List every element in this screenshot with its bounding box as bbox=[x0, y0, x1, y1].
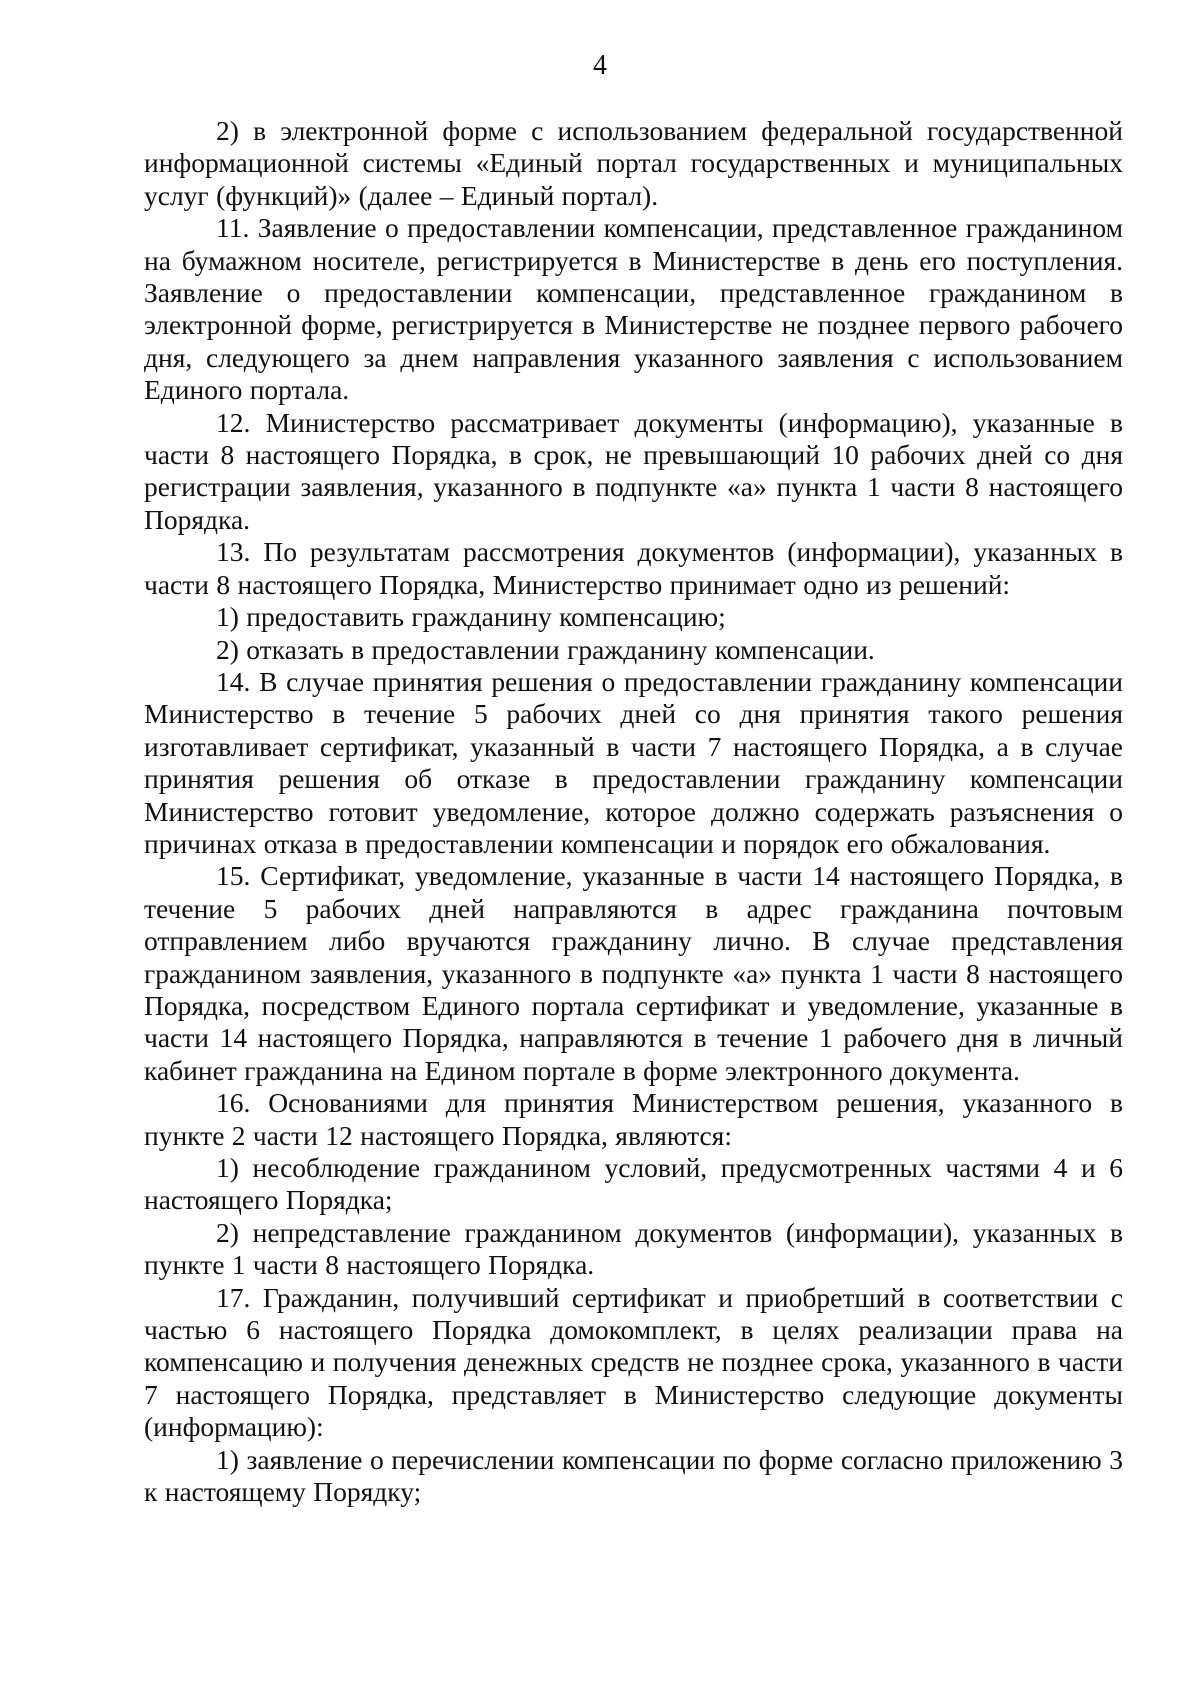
paragraph-17-item-1: 1) заявление о перечислении компенсации по форме согласно приложению 3 к настоящему Порядку; bbox=[144, 1443, 1123, 1508]
paragraph-11: 11. Заявление о предоставлении компенсации, представленное гражданином на бумажном носителе, регистрируется в Министерстве в день его поступления. Заявление о предоставлении компенсации, представленное гражданином в электронной форме, регистрируется в Министерстве не позднее первого рабочего дня, следующего за днем направления указанного заявления с использованием Единого портала. bbox=[144, 212, 1123, 406]
paragraph-13-item-2: 2) отказать в предоставлении гражданину компенсации. bbox=[216, 633, 875, 665]
paragraph-15: 15. Сертификат, уведомление, указанные в части 14 настоящего Порядка, в течение 5 рабочих дней направляются в адрес гражданина почтовым отправлением либо вручаются гражданину лично. В случае представления гражданином заявления, указанного в подпункте «а» пункта 1 части 8 настоящего Порядка, посредством Единого портала сертификат и уведомление, указанные в части 14 настоящего Порядка, направляются в течение 1 рабочего дня в личный кабинет гражданина на Едином портале в форме электронного документа. bbox=[144, 860, 1123, 1086]
paragraph-17: 17. Гражданин, получивший сертификат и приобретший в соответствии с частью 6 настоящего Порядка домокомплект, в целях реализации права на компенсацию и получения денежных средств не позднее срока, указанного в части 7 настоящего Порядка, представляет в Министерство следующие документы (информацию): bbox=[144, 1281, 1123, 1443]
paragraph-13-item-1: 1) предоставить гражданину компенсацию; bbox=[216, 601, 726, 633]
paragraph-16-item-2: 2) непредставление гражданином документов (информации), указанных в пункте 1 части 8 настоящего Порядка. bbox=[144, 1216, 1123, 1281]
paragraph-14: 14. В случае принятия решения о предоставлении гражданину компенсации Министерство в течение 5 рабочих дней со дня принятия такого решения изготавливает сертификат, указанный в части 7 настоящего Порядка, а в случае принятия решения об отказе в предоставлении гражданину компенсации Министерство готовит уведомление, которое должно содержать разъяснения о причинах отказа в предоставлении компенсации и порядок его обжалования. bbox=[144, 665, 1123, 859]
document-body bbox=[144, 115, 1123, 1508]
paragraph-2-electronic-form: 2) в электронной форме с использованием федеральной государственной информационной системы «Единый портал государственных и муниципальных услуг (функций)» (далее – Единый портал). bbox=[144, 115, 1123, 211]
paragraph-12: 12. Министерство рассматривает документы (информацию), указанные в части 8 настоящего Порядка, в срок, не превышающий 10 рабочих дней со дня регистрации заявления, указанного в подпункте «а» пункта 1 части 8 настоящего Порядка. bbox=[144, 406, 1123, 535]
paragraph-16-item-1: 1) несоблюдение гражданином условий, предусмотренных частями 4 и 6 настоящего Порядка; bbox=[144, 1152, 1123, 1216]
paragraph-13: 13. По результатам рассмотрения документов (информации), указанных в части 8 настоящего Порядка, Министерство принимает одно из решений: bbox=[144, 536, 1123, 600]
paragraph-16: 16. Основаниями для принятия Министерством решения, указанного в пункте 2 части 12 настоящего Порядка, являются: bbox=[144, 1087, 1123, 1151]
page-number: 4 bbox=[593, 50, 607, 81]
